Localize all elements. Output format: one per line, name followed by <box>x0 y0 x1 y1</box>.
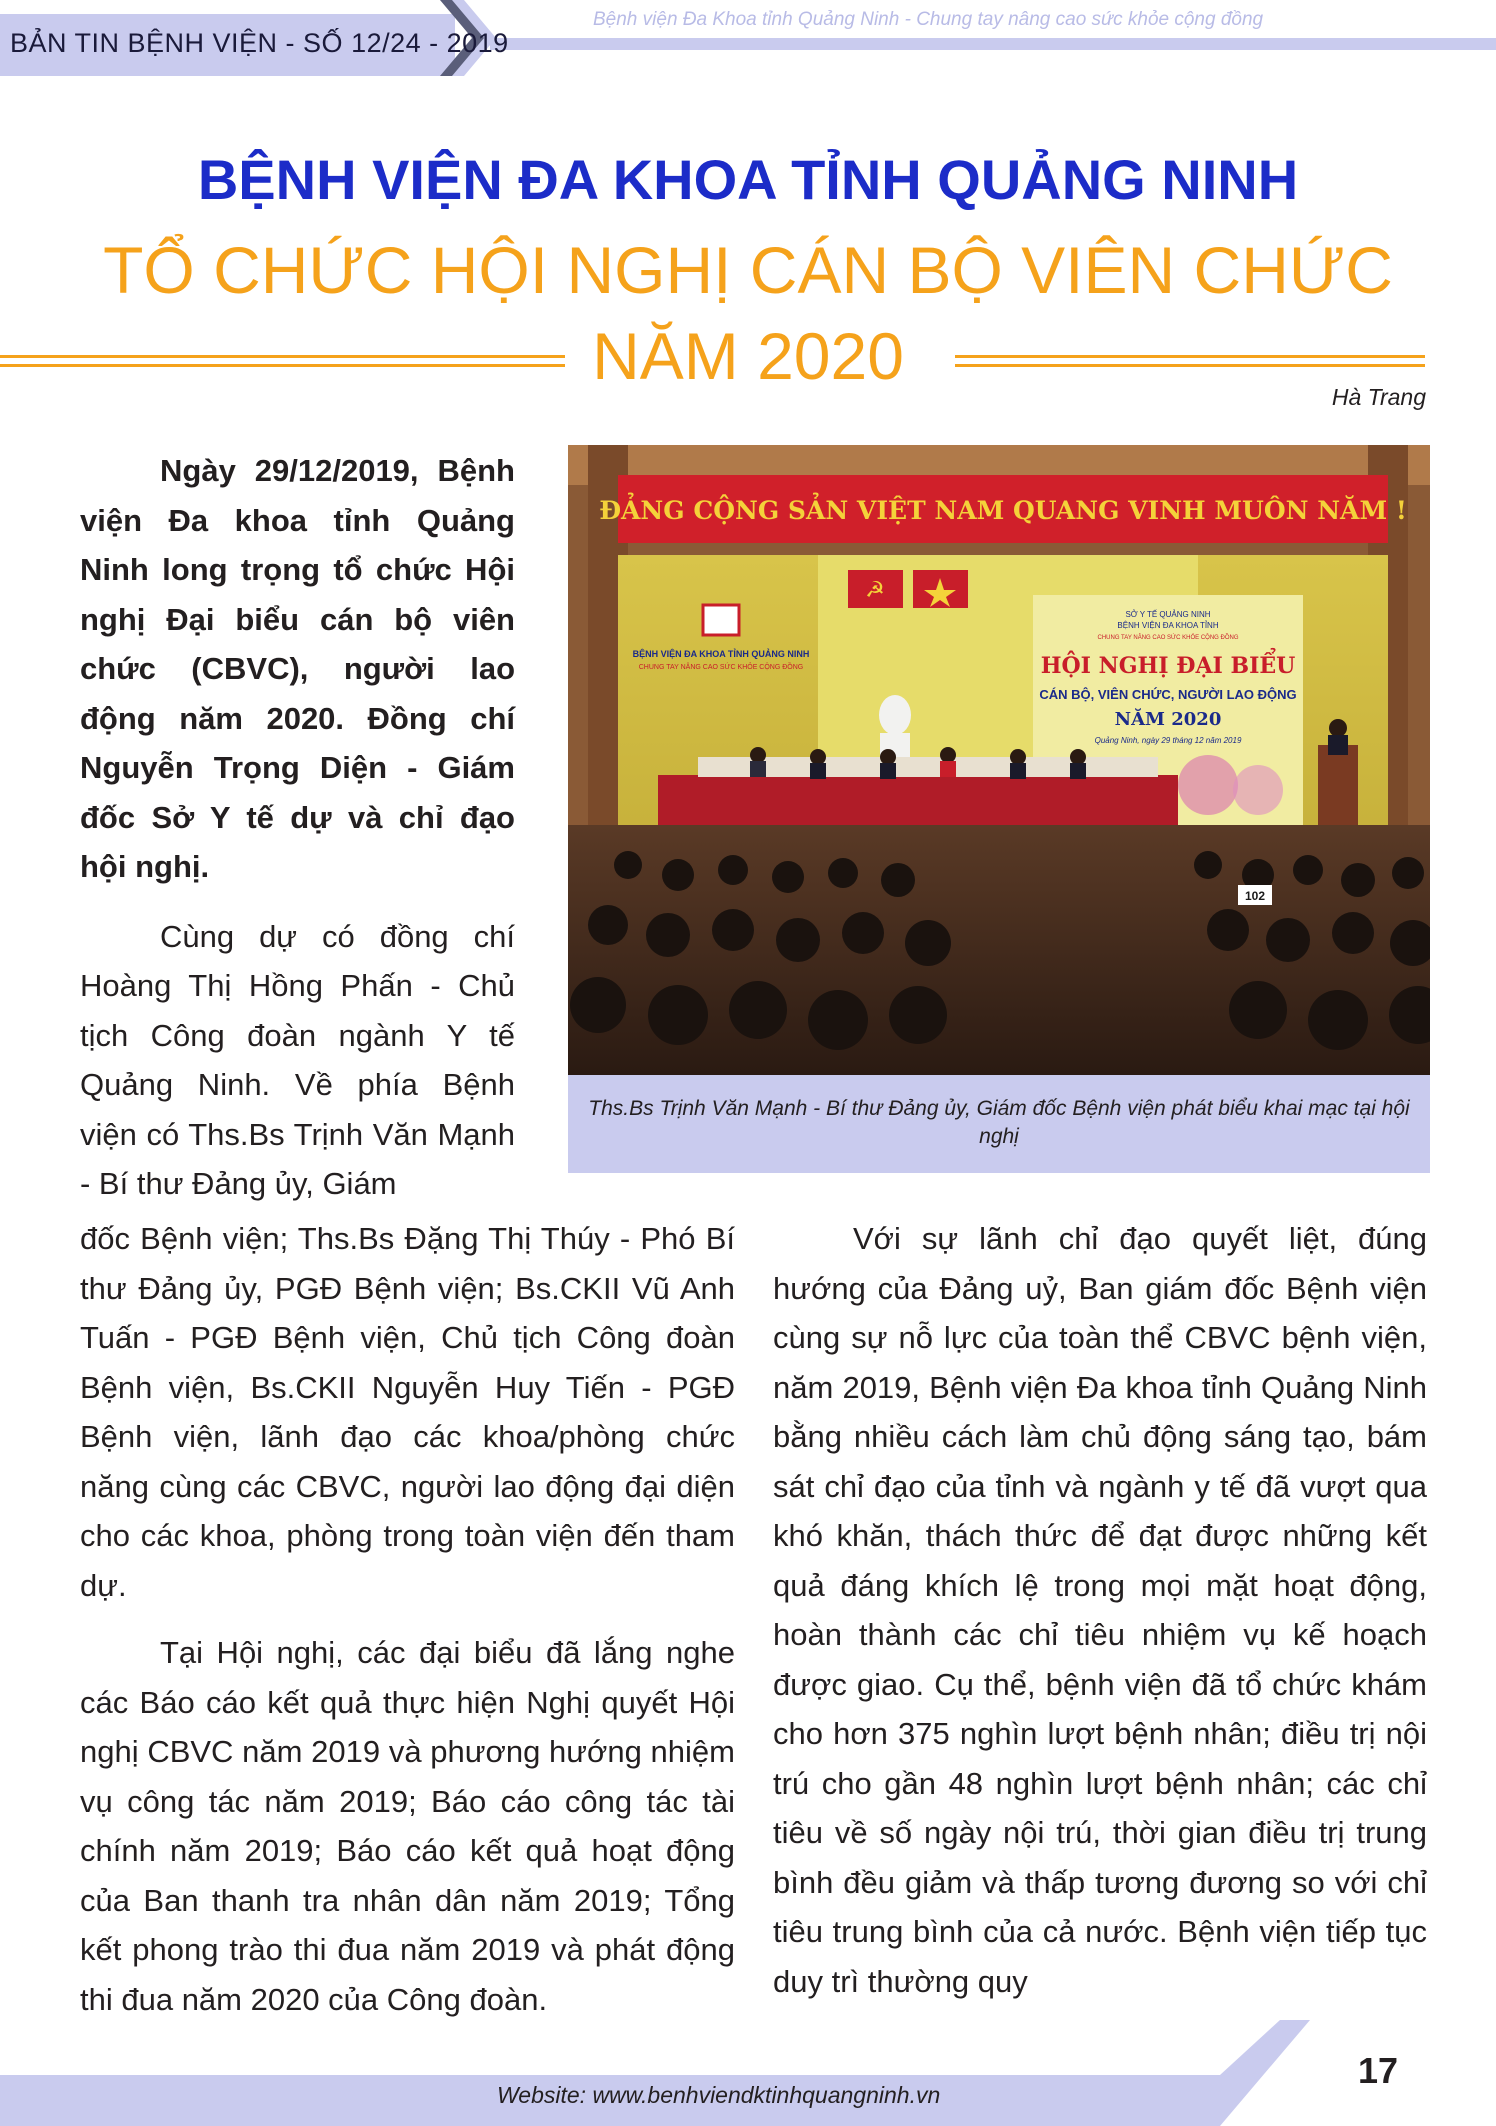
article-title-line3: NĂM 2020 <box>592 319 904 393</box>
board-year: NĂM 2020 <box>1114 709 1222 730</box>
paragraph-2-top: Cùng dự có đồng chí Hoàng Thị Hồng Phấn - Chủ tịch Công đoàn ngành Y tế Quảng Ninh. Về phía Bệnh viện có Ths.Bs Trịnh Văn Mạnh - Bí thư Đảng ủy, Giám <box>80 918 515 1201</box>
title-rule-left-2 <box>0 364 565 367</box>
title-rule-right <box>955 355 1425 358</box>
conference-photo <box>568 445 1430 1075</box>
footer-corner-decoration <box>1140 2020 1360 2126</box>
header-slogan: Bệnh viện Đa Khoa tỉnh Quảng Ninh - Chung tay nâng cao sức khỏe cộng đồng <box>593 9 1264 30</box>
paragraph-3: Tại Hội nghị, các đại biểu đã lắng nghe các Báo cáo kết quả thực hiện Nghị quyết Hội nghị CBVC năm 2019 và phương hướng nhiệm vụ công tác năm 2019; Báo cáo công tác tài chính năm 2019; Báo cáo kết quả hoạt động của Ban thanh tra nhân dân năm 2019; Tổng kết phong trào thi đua năm 2019 và phát động thi đua năm 2020 của Công đoàn. <box>80 1635 735 2017</box>
conference-photo-illustration <box>568 445 1430 1075</box>
seat-number: 102 <box>1244 889 1266 903</box>
board-top1: SỞ Y TẾ QUẢNG NINH <box>1125 610 1211 619</box>
page-number: 17 <box>1358 2050 1399 2091</box>
board-subtitle: CÁN BỘ, VIÊN CHỨC, NGƯỜI LAO ĐỘNG <box>1039 687 1297 702</box>
left-column <box>80 1214 735 2024</box>
footer-website[interactable]: Website: www.benhviendktinhquangninh.vn <box>497 2082 941 2108</box>
article-title-line2: TỔ CHỨC HỘI NGHỊ CÁN BỘ VIÊN CHỨC <box>103 233 1393 307</box>
photo-caption: Ths.Bs Trịnh Văn Mạnh - Bí thư Đảng ủy, Giám đốc Bệnh viện phát biểu khai mạc tại hội nghị <box>588 1097 1410 1148</box>
author-byline: Hà Trang <box>1331 384 1426 410</box>
paragraph-2-rest: đốc Bệnh viện; Ths.Bs Đặng Thị Thúy - Phó Bí thư Đảng ủy, PGĐ Bệnh viện; Bs.CKII Vũ Anh Tuấn - PGĐ Bệnh viện, Chủ tịch Công đoàn Bệnh viện, Bs.CKII Nguyễn Huy Tiến - PGĐ Bệnh viện, lãnh đạo các khoa/phòng chức năng cùng các CBVC, người lao động đại diện cho các khoa, phòng trong toàn viện đến tham dự. <box>80 1221 735 1603</box>
lead-paragraph: Ngày 29/12/2019, Bệnh viện Đa khoa tỉnh Quảng Ninh long trọng tổ chức Hội nghị Đại biểu cán bộ viên chức (CBVC), người lao động năm 2020. Đồng chí Nguyễn Trọng Diện - Giám đốc Sở Y tế dự và chỉ đạo hội nghị. <box>80 453 515 884</box>
title-rule-right-2 <box>955 364 1425 367</box>
paragraph-4: Với sự lãnh chỉ đạo quyết liệt, đúng hướng của Đảng uỷ, Ban giám đốc Bệnh viện cùng sự nỗ lực của toàn thể CBVC bệnh viện, năm 2019, Bệnh viện Đa khoa tỉnh Quảng Ninh bằng nhiều cách làm chủ động sáng tạo, bám sát chỉ đạo của tỉnh và ngành y tế đã vượt qua khó khăn, thách thức để đạt được những kết quả đáng khích lệ trong mọi mặt hoạt động, hoàn thành các chỉ tiêu nhiệm vụ kế hoạch được giao. Cụ thể, bệnh viện đã tổ chức khám cho hơn 375 nghìn lượt bệnh nhân; điều trị nội trú cho gần 48 nghìn lượt bệnh nhân; các chỉ tiêu về số ngày nội trú, thời gian điều trị trung bình đều giảm và thấp tương đương so với chỉ tiêu trung bình của cả nước. Bệnh viện tiếp tục duy trì thường quy <box>773 1221 1427 1999</box>
title-rule-left <box>0 355 565 358</box>
photo-logo-line1: BỆNH VIỆN ĐA KHOA TỈNH QUẢNG NINH <box>632 649 810 659</box>
lead-column <box>80 446 515 1209</box>
article-title-line1: BỆNH VIỆN ĐA KHOA TỈNH QUẢNG NINH <box>197 148 1299 211</box>
hammer-sickle-icon: ☭ <box>865 577 885 602</box>
caption-box <box>568 1075 1430 1173</box>
board-top3: CHUNG TAY NÂNG CAO SỨC KHỎE CỘNG ĐỒNG <box>1097 635 1239 641</box>
board-top2: BỆNH VIỆN ĐA KHOA TỈNH <box>1117 621 1219 630</box>
newsletter-title: BẢN TIN BỆNH VIỆN - SỐ 12/24 - 2019 <box>10 28 509 58</box>
banner-text: ĐẢNG CỘNG SẢN VIỆT NAM QUANG VINH MUÔN NĂM ! <box>599 496 1407 525</box>
header-rule <box>490 38 1496 50</box>
board-title: HỘI NGHỊ ĐẠI BIỂU <box>1040 653 1296 679</box>
board-date: Quảng Ninh, ngày 29 tháng 12 năm 2019 <box>1094 736 1242 745</box>
photo-logo-line2: CHUNG TAY NÂNG CAO SỨC KHỎE CỘNG ĐỒNG <box>638 664 804 671</box>
right-column <box>773 1214 1427 2006</box>
